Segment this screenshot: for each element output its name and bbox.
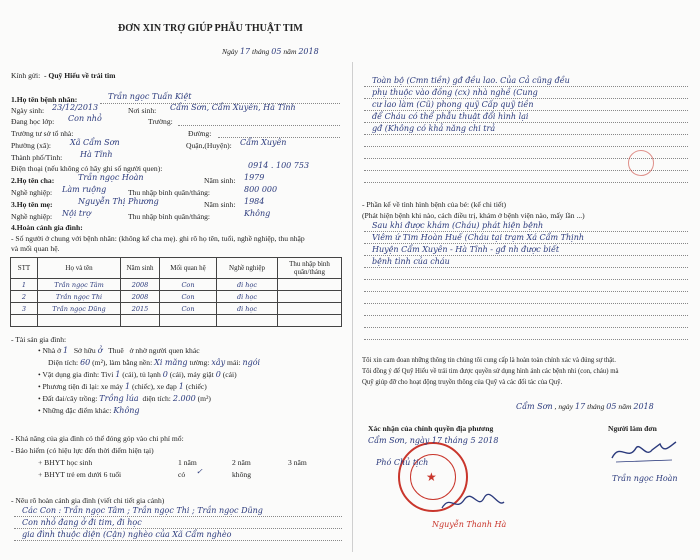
cell-stt: 3 — [11, 303, 38, 315]
circumstance-heading: - Nêu rõ hoàn cảnh gia đình (viết chi tiết gia cảnh) — [11, 496, 165, 505]
year-2-label: 2 năm — [232, 458, 251, 467]
house-line: • Nhà ở 1 Sở hữu ở Thuê ở nhờ người quen khác — [38, 346, 200, 355]
year-1-label: 1 năm — [178, 458, 197, 467]
dotted-line — [364, 134, 688, 135]
cell-income — [278, 303, 342, 315]
dotted-line — [364, 327, 688, 328]
insurance-question: - Bảo hiểm (có hiệu lực đến thời điểm hiện tại) — [11, 446, 154, 455]
form-title: ĐƠN XIN TRỢ GIÚP PHẪU THUẬT TIM — [118, 23, 303, 34]
sign-date-line: Cẩm Sơn , ngày 17 tháng 05 năm 2018 — [516, 402, 654, 411]
cell-yob: 2015 — [121, 303, 160, 315]
district-value: Cẩm Xuyên — [240, 138, 287, 147]
assets-heading: - Tài sản gia đình: — [11, 335, 67, 344]
city-label: Thành phố/Tỉnh: — [11, 153, 63, 162]
pob-label: Nơi sinh: — [128, 106, 157, 115]
column-divider — [352, 62, 353, 552]
dotted-line — [364, 86, 688, 87]
dotted-line — [364, 110, 688, 111]
father-job-value: Làm ruộng — [62, 185, 107, 194]
narrative-line: Toàn bộ (Cmn tiền) gđ đều lao. Của Cả cũng đều — [372, 76, 570, 85]
father-income-value: 800 000 — [244, 185, 278, 194]
narrative-line: cư lao làm (Cũ) phong quỹ Cấp quỹ tiền — [372, 100, 534, 109]
stamp-star-icon: ★ — [426, 470, 437, 484]
cell-name: Trần ngọc Thi — [38, 291, 121, 303]
pob-value: Cẩm Sơn, Cẩm Xuyên, Hà Tĩnh — [170, 103, 296, 112]
mother-name-label: 3.Họ tên mẹ: — [11, 200, 53, 209]
father-name-value: Trần ngọc Hoàn — [78, 173, 144, 182]
yes-checkmark-icon: ✓ — [196, 467, 203, 476]
cell-job: đi học — [217, 291, 278, 303]
narrative-line: để Cháu có thể phẫu thuật đổi hình lại — [372, 112, 529, 121]
no-label: không — [232, 470, 251, 479]
local-authority-label: Xác nhận của chính quyền địa phương — [368, 424, 494, 433]
dotted-line — [14, 528, 342, 529]
mother-income-value: Không — [244, 209, 271, 218]
dotted-line — [364, 339, 688, 340]
dotted-line — [364, 182, 688, 183]
commitment-line-2: Tôi đồng ý để Quỹ Hiểu về trái tim được quyền sử dụng hình ảnh các bệnh nhi (con, cháu) mà — [362, 368, 619, 375]
date-line: Ngày 17 tháng 05 năm 2018 — [222, 47, 319, 56]
table-header-row — [11, 258, 342, 279]
commitment-line-3: Quỹ giúp đỡ cho hoạt động truyền thông của Quỹ và các đối tác của Quỹ. — [362, 379, 563, 386]
circumstance-line: gia đình thuộc diện (Cận) nghèo của Xã Cẩm nghèo — [22, 530, 232, 539]
road-label: Đường: — [188, 129, 212, 138]
contribution-question: - Khả năng của gia đình có thể đóng góp vào chi phí mổ: — [11, 434, 184, 443]
household-items-line: • Vật dụng gia đình: Tivi 1 (cái), tủ lạnh 0 (cái), máy giặt 0 (cái) — [38, 370, 237, 379]
col-header-income: Thu nhập bình quân/tháng — [278, 258, 342, 279]
col-header-stt: STT — [11, 258, 38, 279]
family-note-2: và mối quan hệ. — [11, 244, 60, 253]
mother-job-value: Nội trợ — [62, 209, 91, 218]
cell-name: Trần ngọc Dũng — [38, 303, 121, 315]
school-name-label: Trường: — [148, 117, 173, 126]
circumstance-line: Các Con : Trần ngọc Tâm ; Trần ngọc Thi ; Trần ngọc Dũng — [22, 506, 263, 515]
address-label: Trường tư sở tổ nhà: — [11, 129, 74, 138]
bhyt-student-label: + BHYT học sinh — [38, 458, 93, 467]
cell-income — [278, 279, 342, 291]
mother-income-label: Thu nhập bình quân/tháng: — [128, 212, 211, 221]
cell-job: đi học — [217, 303, 278, 315]
dotted-line — [364, 267, 688, 268]
applicant-signature — [606, 436, 682, 466]
col-header-relation: Mối quan hệ — [160, 258, 217, 279]
ward-label: Phường (xã): — [11, 141, 51, 150]
dotted-line — [364, 255, 688, 256]
mother-yob-label: Năm sinh: — [204, 200, 236, 209]
family-members-table — [10, 257, 342, 327]
cell-relation: Con — [160, 303, 217, 315]
table-row — [11, 291, 342, 303]
table-row — [11, 279, 342, 291]
cell-relation: Con — [160, 279, 217, 291]
mother-name-value: Nguyễn Thị Phương — [78, 197, 159, 206]
confirmation-handwriting: Cẩm Sơn, ngày 17 tháng 5 2018 — [368, 436, 499, 445]
dotted-line — [14, 540, 342, 541]
col-header-name: Họ và tên — [38, 258, 121, 279]
school-label: Đang học lớp: — [11, 117, 55, 126]
table-row — [11, 315, 342, 327]
district-label: Quận,(Huyện): — [186, 141, 232, 150]
dotted-line — [364, 146, 688, 147]
dotted-line — [364, 122, 688, 123]
narrative-line: phụ thuộc vào đồng (cx) nhà nghề (Cung — [372, 88, 538, 97]
applicant-label: Người làm đơn — [608, 424, 657, 433]
dotted-line — [178, 125, 340, 126]
father-name-label: 2.Họ tên cha: — [11, 176, 55, 185]
dotted-line — [364, 98, 688, 99]
dotted-line — [364, 231, 688, 232]
narrative-line: gđ (Không có khả năng chi trả — [372, 124, 496, 133]
cell-name: Trần ngọc Tâm — [38, 279, 121, 291]
area-line: Diện tích: 60 (m²), làm bằng nền: Xi măng tường: xây mái: ngói — [48, 358, 261, 367]
official-name: Nguyễn Thanh Hà — [432, 520, 507, 529]
dob-label: Ngày sinh: — [11, 106, 45, 115]
father-yob-label: Năm sinh: — [204, 176, 236, 185]
cell-stt: 2 — [11, 291, 38, 303]
cell-yob: 2008 — [121, 279, 160, 291]
dotted-line — [364, 315, 688, 316]
recipient-value: - Quỹ Hiểu về trái tim — [44, 71, 116, 80]
year-3-label: 3 năm — [288, 458, 307, 467]
patient-name-label: 1.Họ tên bệnh nhân: — [11, 95, 78, 104]
father-job-label: Nghề nghiệp: — [11, 188, 53, 197]
school-value: Con nhỏ — [68, 114, 102, 123]
col-header-job: Nghề nghiệp — [217, 258, 278, 279]
phone-label: Điện thoại (nếu không có hãy ghi số người quen): — [11, 164, 163, 173]
recipient-label: Kính gửi: — [11, 71, 41, 80]
father-income-label: Thu nhập bình quân/tháng: — [128, 188, 211, 197]
transport-line: • Phương tiện đi lại: xe máy 1 (chiếc), xe đạp 1 (chiếc) — [38, 382, 207, 391]
illness-line: Viêm ứ Tim Hoàn Huế (Cháu tại trạm Xá Cẩm Thịnh — [372, 233, 585, 242]
family-heading: 4.Hoàn cảnh gia đình: — [11, 223, 83, 232]
bhyt-child-label: + BHYT trẻ em dưới 6 tuổi — [38, 470, 122, 479]
patient-name-value: Trần ngọc Tuấn Kiệt — [108, 92, 192, 101]
applicant-name: Trần ngọc Hoàn — [612, 474, 678, 483]
commitment-line-1: Tôi xin cam đoan những thông tin chúng tôi cung cấp là hoàn toàn chính xác và đúng sự thật. — [362, 357, 616, 364]
mother-yob-value: 1984 — [244, 197, 265, 206]
dotted-line — [364, 303, 688, 304]
city-value: Hà Tĩnh — [80, 150, 113, 159]
ward-value: Xã Cẩm Sơn — [70, 138, 120, 147]
dob-value: 23/12/2013 — [52, 103, 99, 112]
dotted-line — [14, 516, 342, 517]
table-row — [11, 303, 342, 315]
illness-line: Sau khi được khám (Cháu) phát hiện bệnh — [372, 221, 544, 230]
dotted-line — [364, 291, 688, 292]
land-line: • Đất đai/cây trồng: Trồng lúa diện tích: 2.000 (m²) — [38, 394, 211, 403]
circumstance-line: Con nhỏ đang ở đi tim, đi học — [22, 518, 142, 527]
cell-relation: Con — [160, 291, 217, 303]
col-header-yob: Năm sinh — [121, 258, 160, 279]
dotted-line — [364, 279, 688, 280]
yes-label: có — [178, 470, 186, 479]
illness-line: Huyện Cẩm Xuyên - Hà Tĩnh - gđ nh được biết — [372, 245, 560, 254]
mother-job-label: Nghề nghiệp: — [11, 212, 53, 221]
cell-income — [278, 291, 342, 303]
cell-yob: 2008 — [121, 291, 160, 303]
other-line: • Những đặc điểm khác: Không — [38, 406, 140, 415]
official-signature — [438, 490, 508, 516]
illness-heading: - Phần kể về tình hình bệnh của bé: (kể chi tiết) — [362, 200, 507, 209]
illness-line: bệnh tình của cháu — [372, 257, 450, 266]
small-red-stamp — [628, 150, 654, 176]
illness-note: (Phát hiện bệnh khi nào, cách điều trị, khám ở bệnh viện nào, mấy lần ...) — [362, 211, 585, 220]
official-title-handwriting: Phó Chủ tịch — [376, 458, 429, 467]
cell-stt: 1 — [11, 279, 38, 291]
dotted-line — [364, 243, 688, 244]
father-yob-value: 1979 — [244, 173, 265, 182]
phone-value: 0914 . 100 753 — [248, 161, 310, 170]
cell-job: đi học — [217, 279, 278, 291]
family-note-1: - Số người ở chung với bệnh nhân: (không kể cha mẹ). ghi rõ họ tên, tuổi, nghề nghiệp, thu nhập — [11, 234, 305, 243]
